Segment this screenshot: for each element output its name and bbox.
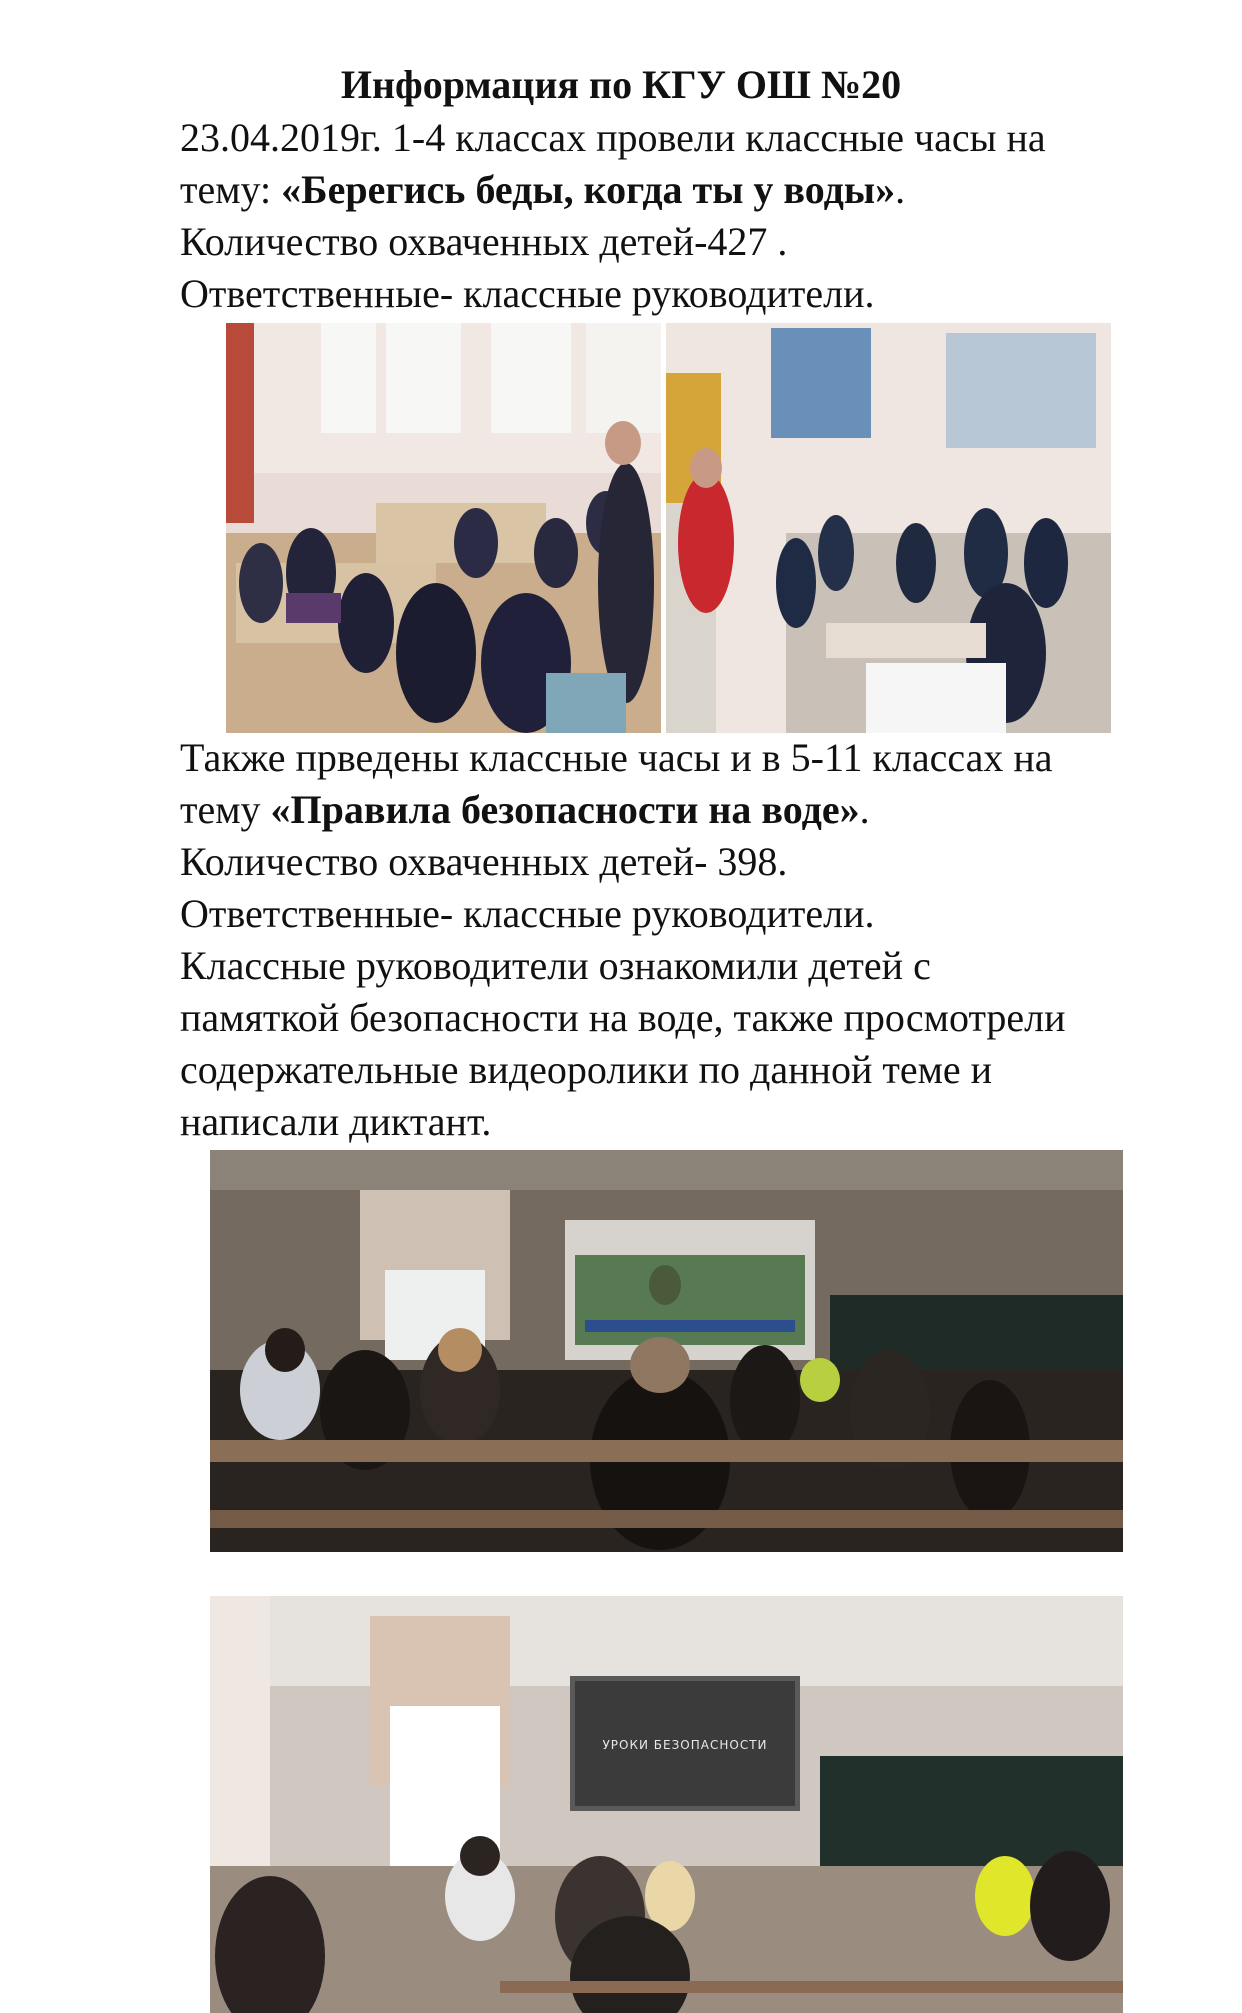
text-line [180, 164, 1190, 216]
text-run: тему: [180, 167, 282, 212]
classroom-photo-3 [210, 1596, 1123, 2013]
text-line [180, 784, 1190, 836]
text-run: тему [180, 787, 271, 832]
text-line: содержательные видеоролики по данной теме и [180, 1047, 993, 1092]
classroom-photo-1 [226, 323, 1111, 733]
text-line: Также пpведены классные часы и в 5-11 классах на [180, 735, 1053, 780]
paragraph-1 [180, 112, 1190, 320]
classroom-photo-2 [210, 1150, 1123, 1552]
text-line: памяткой безопасности на воде, также просмотрели [180, 995, 1066, 1040]
text-line: Ответственные- классные руководители. [180, 271, 875, 316]
text-run: . [895, 167, 906, 212]
text-line: Количество охваченных детей- 398. [180, 839, 788, 884]
topic-title-2: «Правила безопасности на воде» [270, 787, 860, 832]
topic-title-1: «Берегись беды, когда ты у воды» [281, 167, 896, 212]
text-line: написали диктант. [180, 1099, 492, 1144]
text-line: Количество охваченных детей-427 . [180, 219, 788, 264]
paragraph-2 [180, 732, 1190, 1148]
screen-caption: УРОКИ БЕЗОПАСНОСТИ [602, 1738, 768, 1752]
text-run: . [859, 787, 870, 832]
text-line: 23.04.2019г. 1-4 классах провели классные часы на [180, 115, 1046, 160]
text-line: Классные руководители ознакомили детей с [180, 943, 931, 988]
text-line: Ответственные- классные руководители. [180, 891, 875, 936]
document-title: Информация по КГУ ОШ №20 [340, 62, 902, 107]
